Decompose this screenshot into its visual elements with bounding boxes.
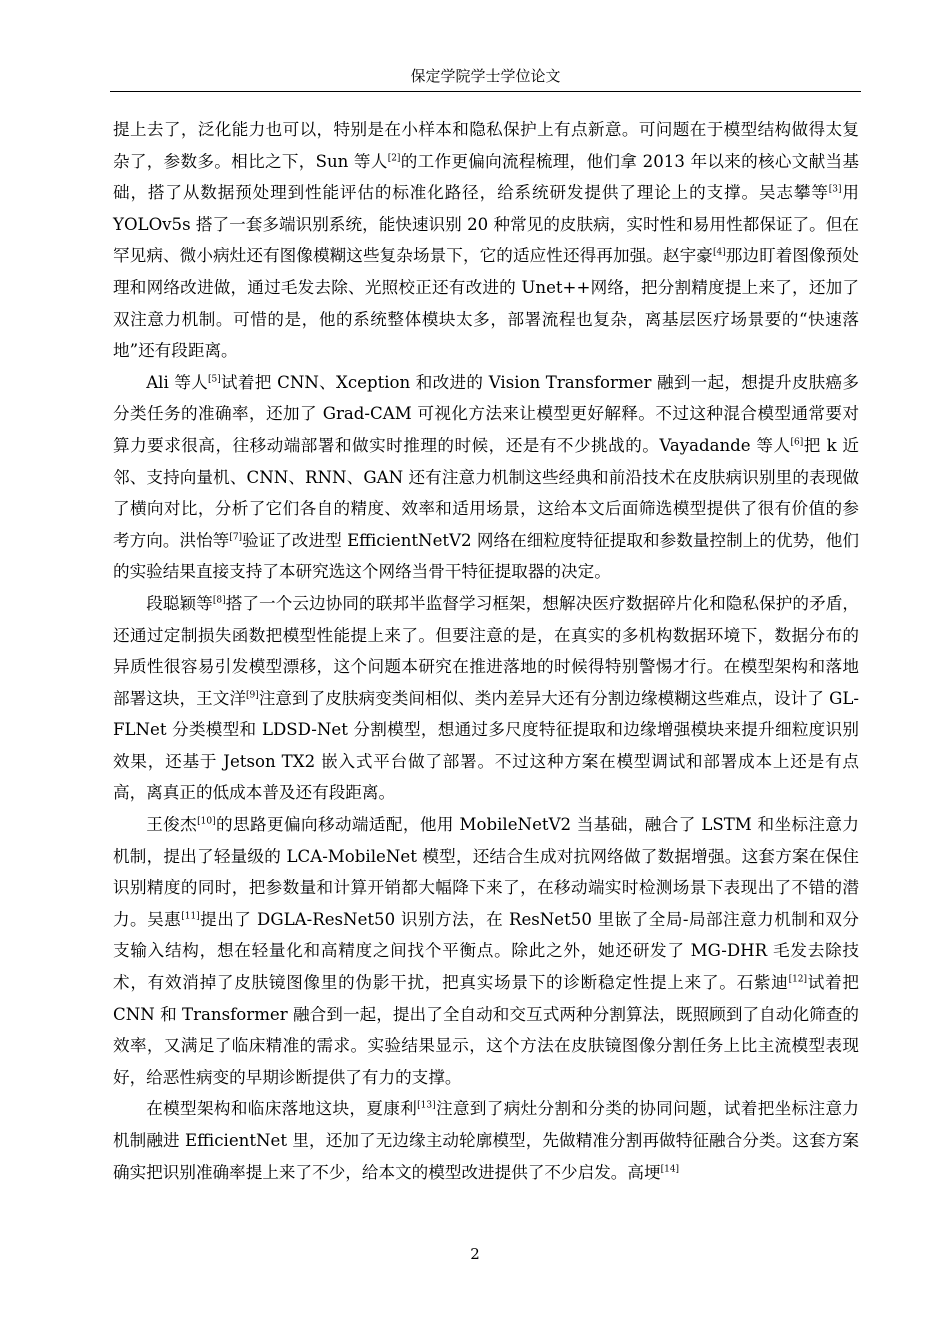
paragraph	[113, 114, 859, 367]
citation-ref: [6]	[790, 437, 804, 448]
paragraph	[113, 809, 859, 1093]
text-segment: 搭了一个云边协同的联邦半监督学习框架，想解决医疗数据碎片化和隐私保护的矛盾，还通过定制损失函数把模型性能提上来了。但要注意的是，在真实的多机构数据环境下，数据分布的异质性很容易引发模型漂移，这个问题本研究在推进落地的时候得特别警惕才行。在模型架构和落地部署这块，王文洋	[113, 593, 860, 708]
page-header: 保定学院学士学位论文	[410, 67, 561, 85]
citation-ref: [13]	[417, 1100, 436, 1111]
header-rule	[110, 91, 861, 92]
text-segment: 在模型架构和临床落地这块，夏康利	[146, 1099, 418, 1119]
text-segment: 王俊杰	[146, 815, 198, 835]
text-segment: 验证了改进型 EfficientNetV2 网络在细粒度特征提取和参数量控制上的优势，他们的实验结果直接支持了本研究选这个网络当骨干特征提取器的决定。	[113, 530, 860, 582]
text-segment: 试着把 CNN、Xception 和改进的 Vision Transformer 融到一起，想提升皮肤癌多分类任务的准确率，还加了 Grad-CAM 可视化方法来让模型更好解释。不过这种混合模型通常要对算力要求很高，往移动端部署和做实时推理的时候，还是有不少挑战的。Vayadande 等人	[113, 372, 859, 455]
text-segment: 提上去了，泛化能力也可以，特别是在小样本和隐私保护上有点新意。可问题在于模型结构做得太复杂了，参数多。相比之下，Sun 等人	[113, 120, 859, 171]
citation-ref: [5]	[208, 374, 221, 385]
text-segment: 段聪颖等	[146, 593, 213, 613]
text-segment: 试着把 CNN 和 Transformer 融合到一起，提出了全自动和交互式两种分割算法，既照顾到了自动化筛查的效率，又满足了临床精准的需求。实验结果显示，这个方法在皮肤镜图像分割任务上比主流模型表现好，给恶性病变的早期诊断提供了有力的支撑。	[113, 973, 860, 1087]
text-segment: 注意到了皮肤病变类间相似、类内差异大还有分割边缘模糊这些难点，设计了 GL-FLNet 分类模型和 LDSD-Net 分割模型，想通过多尺度特征提取和边缘增强模块来提升细粒度识别效果，还基于 Jetson TX2 嵌入式平台做了部署。不过这种方案在模型调试和部署成本上还是有点高，离真正的低成本普及还有段距离。	[113, 688, 860, 803]
text-segment: 注意到了病灶分割和分类的协同问题，试着把坐标注意力机制融进 EfficientNet 里，还加了无边缘主动轮廓模型，先做精准分割再做特征融合分类。这套方案确实把识别准确率提上来了不少，给本文的模型改进提供了不少启发。高埂	[113, 1099, 860, 1182]
citation-ref: [11]	[181, 911, 200, 922]
text-segment: 那边盯着图像预处理和网络改进做，通过毛发去除、光照校正还有改进的 Unet++网络，把分割精度提上来了，还加了双注意力机制。可惜的是，他的系统整体模块太多，部署流程也复杂，离基层医疗场景要的“快速落地”还有段距离。	[113, 246, 860, 361]
citation-ref: [7]	[229, 532, 243, 543]
paragraph	[113, 1093, 859, 1188]
citation-ref: [14]	[660, 1164, 680, 1175]
paragraph	[113, 367, 859, 588]
citation-ref: [9]	[245, 690, 259, 701]
text-segment: 的工作更偏向流程梳理，他们拿 2013 年以来的核心文献当基础，搭了从数据预处理到性能评估的标准化路径，给系统研发提供了理论上的支撑。吴志攀等	[113, 151, 859, 203]
text-segment: Ali 等人	[146, 372, 209, 392]
text-segment: 提出了 DGLA-ResNet50 识别方法，在 ResNet50 里嵌了全局-局部注意力机制和双分支输入结构，想在轻量化和高精度之间找个平衡点。除此之外，她还研发了 MG-DHR 毛发去除技术，有效消掉了皮肤镜图像里的伪影干扰，把真实场景下的诊断稳定性提上来了。石紫迪	[113, 909, 860, 993]
citation-ref: [10]	[197, 816, 216, 827]
text-segment: 用 YOLOv5s 搭了一套多端识别系统，能快速识别 20 种常见的皮肤病，实时性和易用性都保证了。但在罕见病、微小病灶还有图像模糊这些复杂场景下，它的适应性还得再加强。赵宇豪	[113, 183, 860, 266]
citation-ref: [12]	[788, 974, 808, 985]
citation-ref: [2]	[387, 153, 401, 164]
paragraph	[113, 588, 859, 809]
citation-ref: [3]	[828, 184, 842, 195]
text-segment: 的思路更偏向移动端适配，他用 MobileNetV2 当基础，融合了 LSTM 和坐标注意力机制，提出了轻量级的 LCA-MobileNet 模型，还结合生成对抗网络做了数据增强。这套方案在保住识别精度的同时，把参数量和计算开销都大幅降下来了，在移动端实时检测场景下表现出了不错的潜力。吴惠	[113, 815, 859, 929]
page-number: 2	[470, 1245, 480, 1263]
citation-ref: [8]	[212, 595, 226, 606]
text-segment: 把 k 近邻、支持向量机、CNN、RNN、GAN 还有注意力机制这些经典和前沿技术在皮肤病识别里的表现做了横向对比，分析了它们各自的精度、效率和适用场景，这给本文后面筛选模型提供了很有价值的参考方向。洪怡等	[113, 435, 859, 550]
citation-ref: [4]	[712, 247, 726, 258]
body-text	[113, 114, 859, 1188]
